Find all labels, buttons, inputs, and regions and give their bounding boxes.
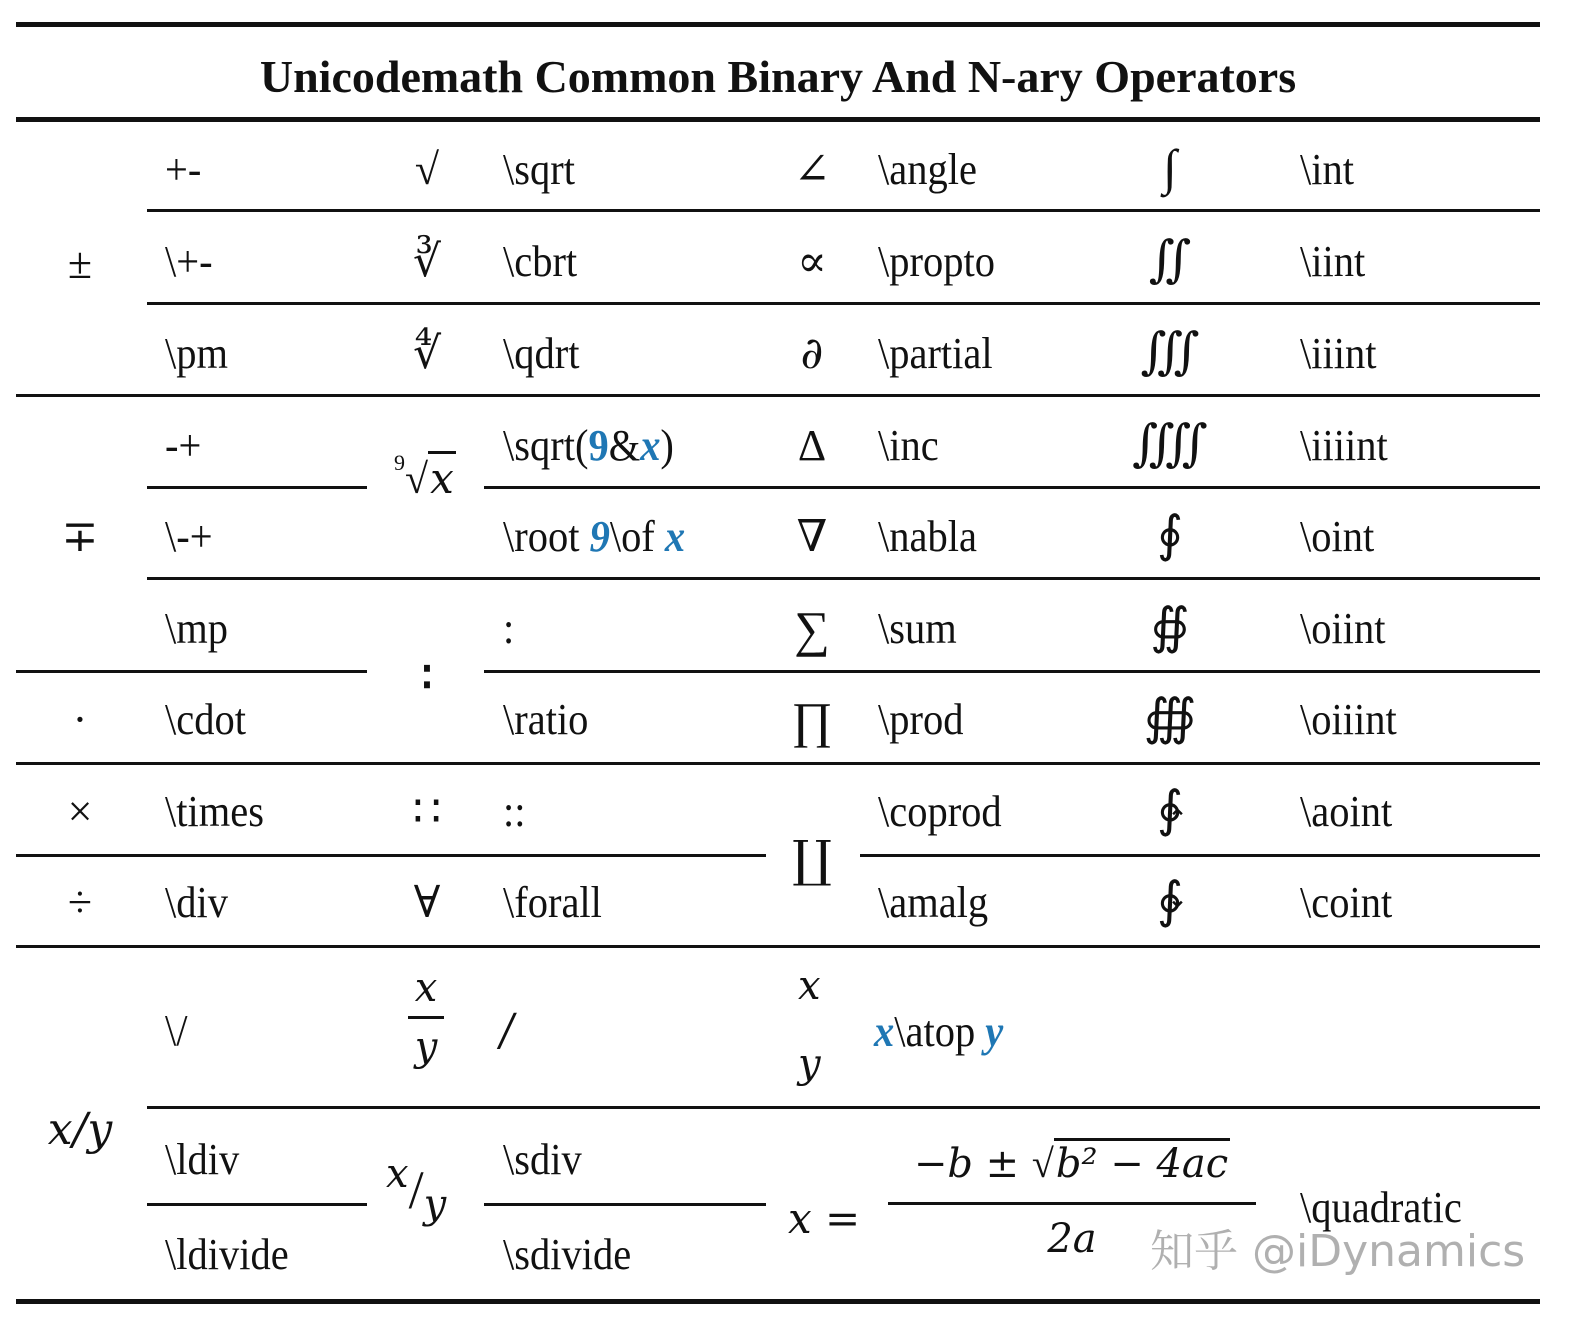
- int-code: \int: [1300, 145, 1354, 194]
- nabla-symbol: ∇: [796, 512, 828, 561]
- times-code: \times: [165, 787, 264, 836]
- forall-code: \forall: [503, 878, 602, 927]
- coproduct-symbol: ∐: [792, 831, 832, 887]
- ratio-code-1: :: [503, 604, 515, 653]
- fraction-code-1: \/: [165, 1006, 188, 1055]
- qdrt-symbol: ∜: [412, 329, 442, 378]
- pm-code-3: \pm: [165, 329, 228, 378]
- propto-symbol: ∝: [797, 237, 827, 286]
- top-rule: [16, 22, 1540, 27]
- cdot-code: \cdot: [165, 695, 246, 744]
- bottom-rule: [16, 1299, 1540, 1304]
- volume-integral-symbol: ∰: [1143, 689, 1197, 745]
- row-divider: [484, 670, 1540, 673]
- nabla-code: \nabla: [878, 512, 977, 561]
- sdiv-code: \sdiv: [503, 1135, 582, 1184]
- skewed-numerator: x: [386, 1151, 409, 1197]
- propto-code: \propto: [878, 237, 995, 286]
- quadratic-denominator: 2a: [1047, 1216, 1097, 1262]
- proportion-code: ::: [503, 787, 526, 836]
- code-text: \root: [503, 512, 590, 561]
- prod-code: \prod: [878, 695, 964, 744]
- clockwise-contour-integral-symbol: ∲: [1156, 872, 1184, 928]
- fraction-bar: [888, 1202, 1256, 1205]
- code-text: &: [608, 421, 641, 470]
- atop-numerator: x: [798, 963, 821, 1009]
- stacked-fraction-code: /: [500, 1005, 514, 1056]
- code-text: ): [660, 421, 674, 470]
- quadruple-integral-symbol: ⨌: [1132, 415, 1208, 471]
- contour-integral-symbol: ∮: [1156, 506, 1184, 562]
- fraction-denominator: y: [414, 1024, 438, 1070]
- root-of-code: [503, 512, 686, 561]
- code-arg-numerator: x: [874, 1007, 895, 1056]
- quadratic-numerator: [914, 1140, 1230, 1188]
- root-index: 9: [394, 450, 405, 475]
- mp-code-3: \mp: [165, 604, 228, 653]
- atop-denominator: y: [798, 1041, 821, 1087]
- amalg-code: \amalg: [878, 878, 989, 927]
- row-divider: [16, 670, 367, 673]
- times-symbol: ×: [67, 787, 93, 836]
- row-divider: [147, 209, 1540, 212]
- fraction-code-2: \ldiv: [165, 1135, 240, 1184]
- quadratic-code: \quadratic: [1300, 1183, 1462, 1232]
- radical-sign: √: [1031, 1141, 1054, 1186]
- qdrt-code: \qdrt: [503, 329, 580, 378]
- code-text: \of: [609, 512, 665, 561]
- div-symbol: ÷: [67, 878, 93, 927]
- numerator-text: −b ±: [913, 1141, 1032, 1187]
- row-divider: [860, 854, 1540, 857]
- mp-code-2: \-+: [165, 512, 213, 561]
- code-arg-radicand: x: [640, 421, 661, 470]
- ratio-code-2: \ratio: [503, 695, 589, 744]
- surface-integral-symbol: ∯: [1150, 598, 1190, 654]
- row-divider: [16, 394, 1540, 397]
- sqrt-symbol: √: [414, 145, 440, 194]
- ratio-symbol: ∶: [421, 653, 433, 702]
- row-divider: [484, 1203, 766, 1206]
- proportion-symbol: ∷: [413, 787, 441, 836]
- skewed-denominator: y: [423, 1181, 447, 1228]
- product-symbol: ∏: [791, 692, 833, 748]
- partial-code: \partial: [878, 329, 993, 378]
- row-divider: [484, 486, 1540, 489]
- mp-code-1: -+: [165, 421, 202, 470]
- row-divider: [147, 1203, 367, 1206]
- row-divider: [16, 945, 1540, 948]
- coint-code: \coint: [1300, 878, 1393, 927]
- oiiint-code: \oiiint: [1300, 695, 1397, 744]
- coprod-code: \coprod: [878, 787, 1002, 836]
- oint-code: \oint: [1300, 512, 1375, 561]
- row-divider: [16, 762, 1540, 765]
- fraction-code-3: \ldivide: [165, 1230, 289, 1279]
- inc-code: \inc: [878, 421, 939, 470]
- row-divider: [147, 1106, 1540, 1109]
- linear-fraction-symbol: x/y: [47, 1104, 113, 1155]
- ninth-root-symbol: [394, 450, 456, 503]
- pm-code-1: +-: [165, 145, 202, 194]
- quadratic-lhs: x =: [788, 1194, 861, 1243]
- sum-code: \sum: [878, 604, 957, 653]
- watermark: 知乎 @iDynamics: [1150, 1226, 1526, 1277]
- triple-integral-symbol: ∭: [1140, 323, 1200, 379]
- minus-plus-symbol: ∓: [61, 512, 99, 561]
- code-arg-denominator: y: [985, 1007, 1004, 1056]
- aoint-code: \aoint: [1300, 787, 1393, 836]
- cbrt-symbol: ∛: [412, 237, 442, 286]
- increment-symbol: Δ: [797, 421, 827, 470]
- plus-minus-symbol: ±: [67, 239, 93, 288]
- integral-symbol: ∫: [1163, 139, 1177, 195]
- row-divider: [147, 302, 1540, 305]
- table-title: Unicodemath Common Binary And N-ary Operators: [259, 51, 1297, 102]
- fraction-bar: [408, 1016, 444, 1019]
- forall-symbol: ∀: [413, 878, 441, 927]
- atop-code: [874, 1007, 1004, 1056]
- iiint-code: \iiint: [1300, 329, 1377, 378]
- double-integral-symbol: ∬: [1148, 231, 1192, 287]
- oiint-code: \oiint: [1300, 604, 1386, 653]
- skewed-fraction-symbol: [386, 1151, 447, 1228]
- code-text: \atop: [894, 1007, 986, 1056]
- angle-code: \angle: [878, 145, 977, 194]
- radical-sign: √: [405, 457, 429, 503]
- sqrt-code: \sqrt: [503, 145, 575, 194]
- angle-symbol: ∠: [793, 145, 831, 194]
- div-code: \div: [165, 878, 228, 927]
- radicand: x: [428, 451, 456, 503]
- sdivide-code: \sdivide: [503, 1230, 632, 1279]
- fraction-numerator: x: [414, 965, 438, 1011]
- sum-symbol: ∑: [794, 601, 830, 657]
- cbrt-code: \cbrt: [503, 237, 578, 286]
- code-arg-index: 9: [588, 421, 609, 470]
- partial-symbol: ∂: [800, 328, 824, 379]
- sqrt-9-x-code: [503, 421, 674, 470]
- anticlockwise-contour-integral-symbol: ∳: [1156, 781, 1184, 837]
- header-rule: [16, 117, 1540, 122]
- iiiint-code: \iiiint: [1300, 421, 1388, 470]
- row-divider: [16, 854, 766, 857]
- cdot-symbol: ·: [72, 695, 88, 744]
- code-arg-index: 9: [589, 512, 610, 561]
- row-divider: [147, 486, 367, 489]
- code-text: \sqrt(: [503, 421, 589, 470]
- code-arg-radicand: x: [664, 512, 686, 561]
- pm-code-2: \+-: [165, 237, 213, 286]
- iint-code: \iint: [1300, 237, 1366, 286]
- row-divider: [147, 577, 1540, 580]
- skewed-slash: /: [408, 1160, 424, 1220]
- radicand: b² − 4ac: [1054, 1138, 1230, 1187]
- stacked-fraction-symbol: [408, 966, 444, 1069]
